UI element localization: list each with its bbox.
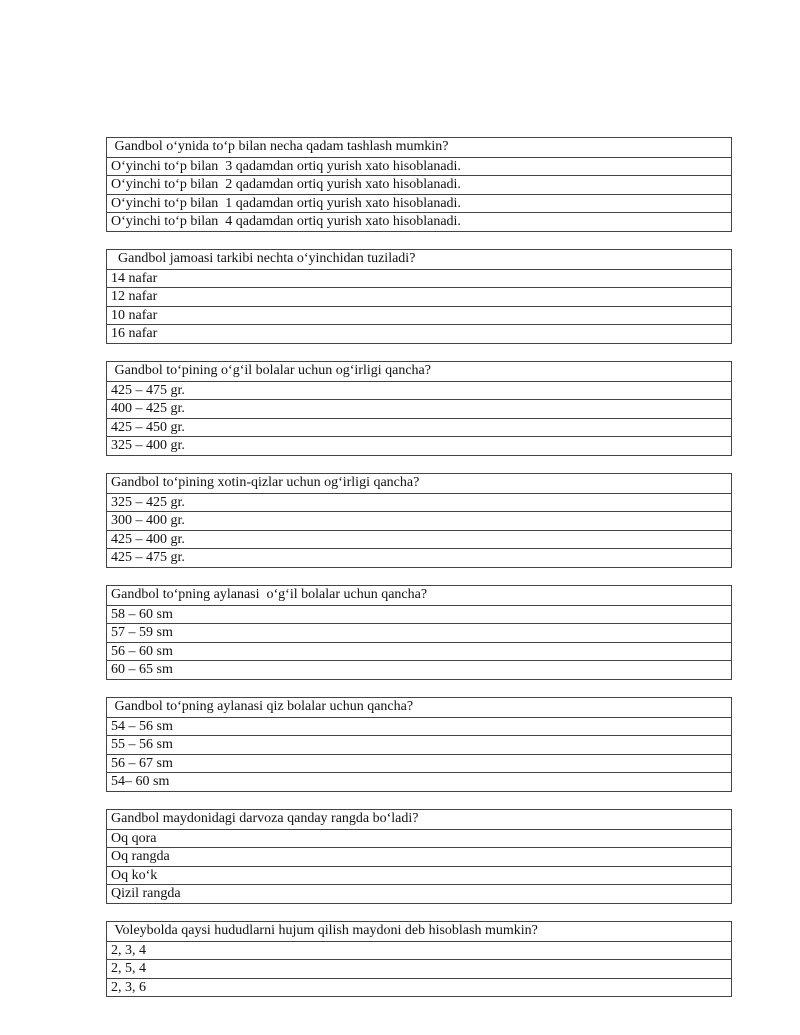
answer-option: 56 – 60 sm xyxy=(107,642,731,661)
answer-option: 325 – 425 gr. xyxy=(107,493,731,512)
question-table xyxy=(106,921,732,997)
answer-option: Qizil rangda xyxy=(107,884,731,903)
answer-option: Oq qora xyxy=(107,829,731,848)
answer-option: 12 nafar xyxy=(107,287,731,306)
question-table xyxy=(106,361,732,456)
answer-option: 300 – 400 gr. xyxy=(107,511,731,530)
question-text: Gandbol jamoasi tarkibi nechta o‘yinchidan tuziladi? xyxy=(111,251,416,266)
answer-option: 54– 60 sm xyxy=(107,772,731,791)
answer-option: 56 – 67 sm xyxy=(107,754,731,773)
answer-option: O‘yinchi to‘p bilan 3 qadamdan ortiq yurish xato hisoblanadi. xyxy=(107,157,731,176)
question-text: Gandbol to‘pning aylanasi o‘g‘il bolalar uchun qancha? xyxy=(111,587,428,602)
question-text: Gandbol to‘pining xotin-qizlar uchun og‘irligi qancha? xyxy=(111,475,420,490)
answer-option: 425 – 475 gr. xyxy=(107,548,731,567)
answer-option: 425 – 450 gr. xyxy=(107,418,731,437)
answer-option: Oq rangda xyxy=(107,847,731,866)
answer-option: 325 – 400 gr. xyxy=(107,436,731,455)
answer-option: 58 – 60 sm xyxy=(107,605,731,624)
question-text: Voleybolda qaysi hududlarni hujum qilish maydoni deb hisoblash mumkin? xyxy=(111,923,538,938)
answer-option: 14 nafar xyxy=(107,269,731,288)
answer-option: 16 nafar xyxy=(107,324,731,343)
answer-option: 425 – 475 gr. xyxy=(107,381,731,400)
answer-option: 2, 3, 6 xyxy=(107,978,731,997)
answer-option: 10 nafar xyxy=(107,306,731,325)
question-table xyxy=(106,249,732,344)
answer-option: O‘yinchi to‘p bilan 2 qadamdan ortiq yurish xato hisoblanadi. xyxy=(107,175,731,194)
question-table xyxy=(106,697,732,792)
question-text: Gandbol to‘pining o‘g‘il bolalar uchun og‘irligi qancha? xyxy=(111,363,431,378)
question-text: Gandbol maydonidagi darvoza qanday rangda bo‘ladi? xyxy=(111,811,419,826)
answer-option: 55 – 56 sm xyxy=(107,735,731,754)
question-table xyxy=(106,585,732,680)
question-table xyxy=(106,137,732,232)
answer-option: O‘yinchi to‘p bilan 1 qadamdan ortiq yurish xato hisoblanadi. xyxy=(107,194,731,213)
question-text: Gandbol o‘ynida to‘p bilan necha qadam tashlash mumkin? xyxy=(111,139,449,154)
answer-option: 2, 3, 4 xyxy=(107,941,731,960)
answer-option: O‘yinchi to‘p bilan 4 qadamdan ortiq yurish xato hisoblanadi. xyxy=(107,212,731,231)
question-table xyxy=(106,473,732,568)
answer-option: 400 – 425 gr. xyxy=(107,399,731,418)
answer-option: 2, 5, 4 xyxy=(107,959,731,978)
answer-option: 60 – 65 sm xyxy=(107,660,731,679)
question-text: Gandbol to‘pning aylanasi qiz bolalar uchun qancha? xyxy=(111,699,414,714)
answer-option: 57 – 59 sm xyxy=(107,623,731,642)
question-table xyxy=(106,809,732,904)
answer-option: 54 – 56 sm xyxy=(107,717,731,736)
answer-option: 425 – 400 gr. xyxy=(107,530,731,549)
answer-option: Oq ko‘k xyxy=(107,866,731,885)
